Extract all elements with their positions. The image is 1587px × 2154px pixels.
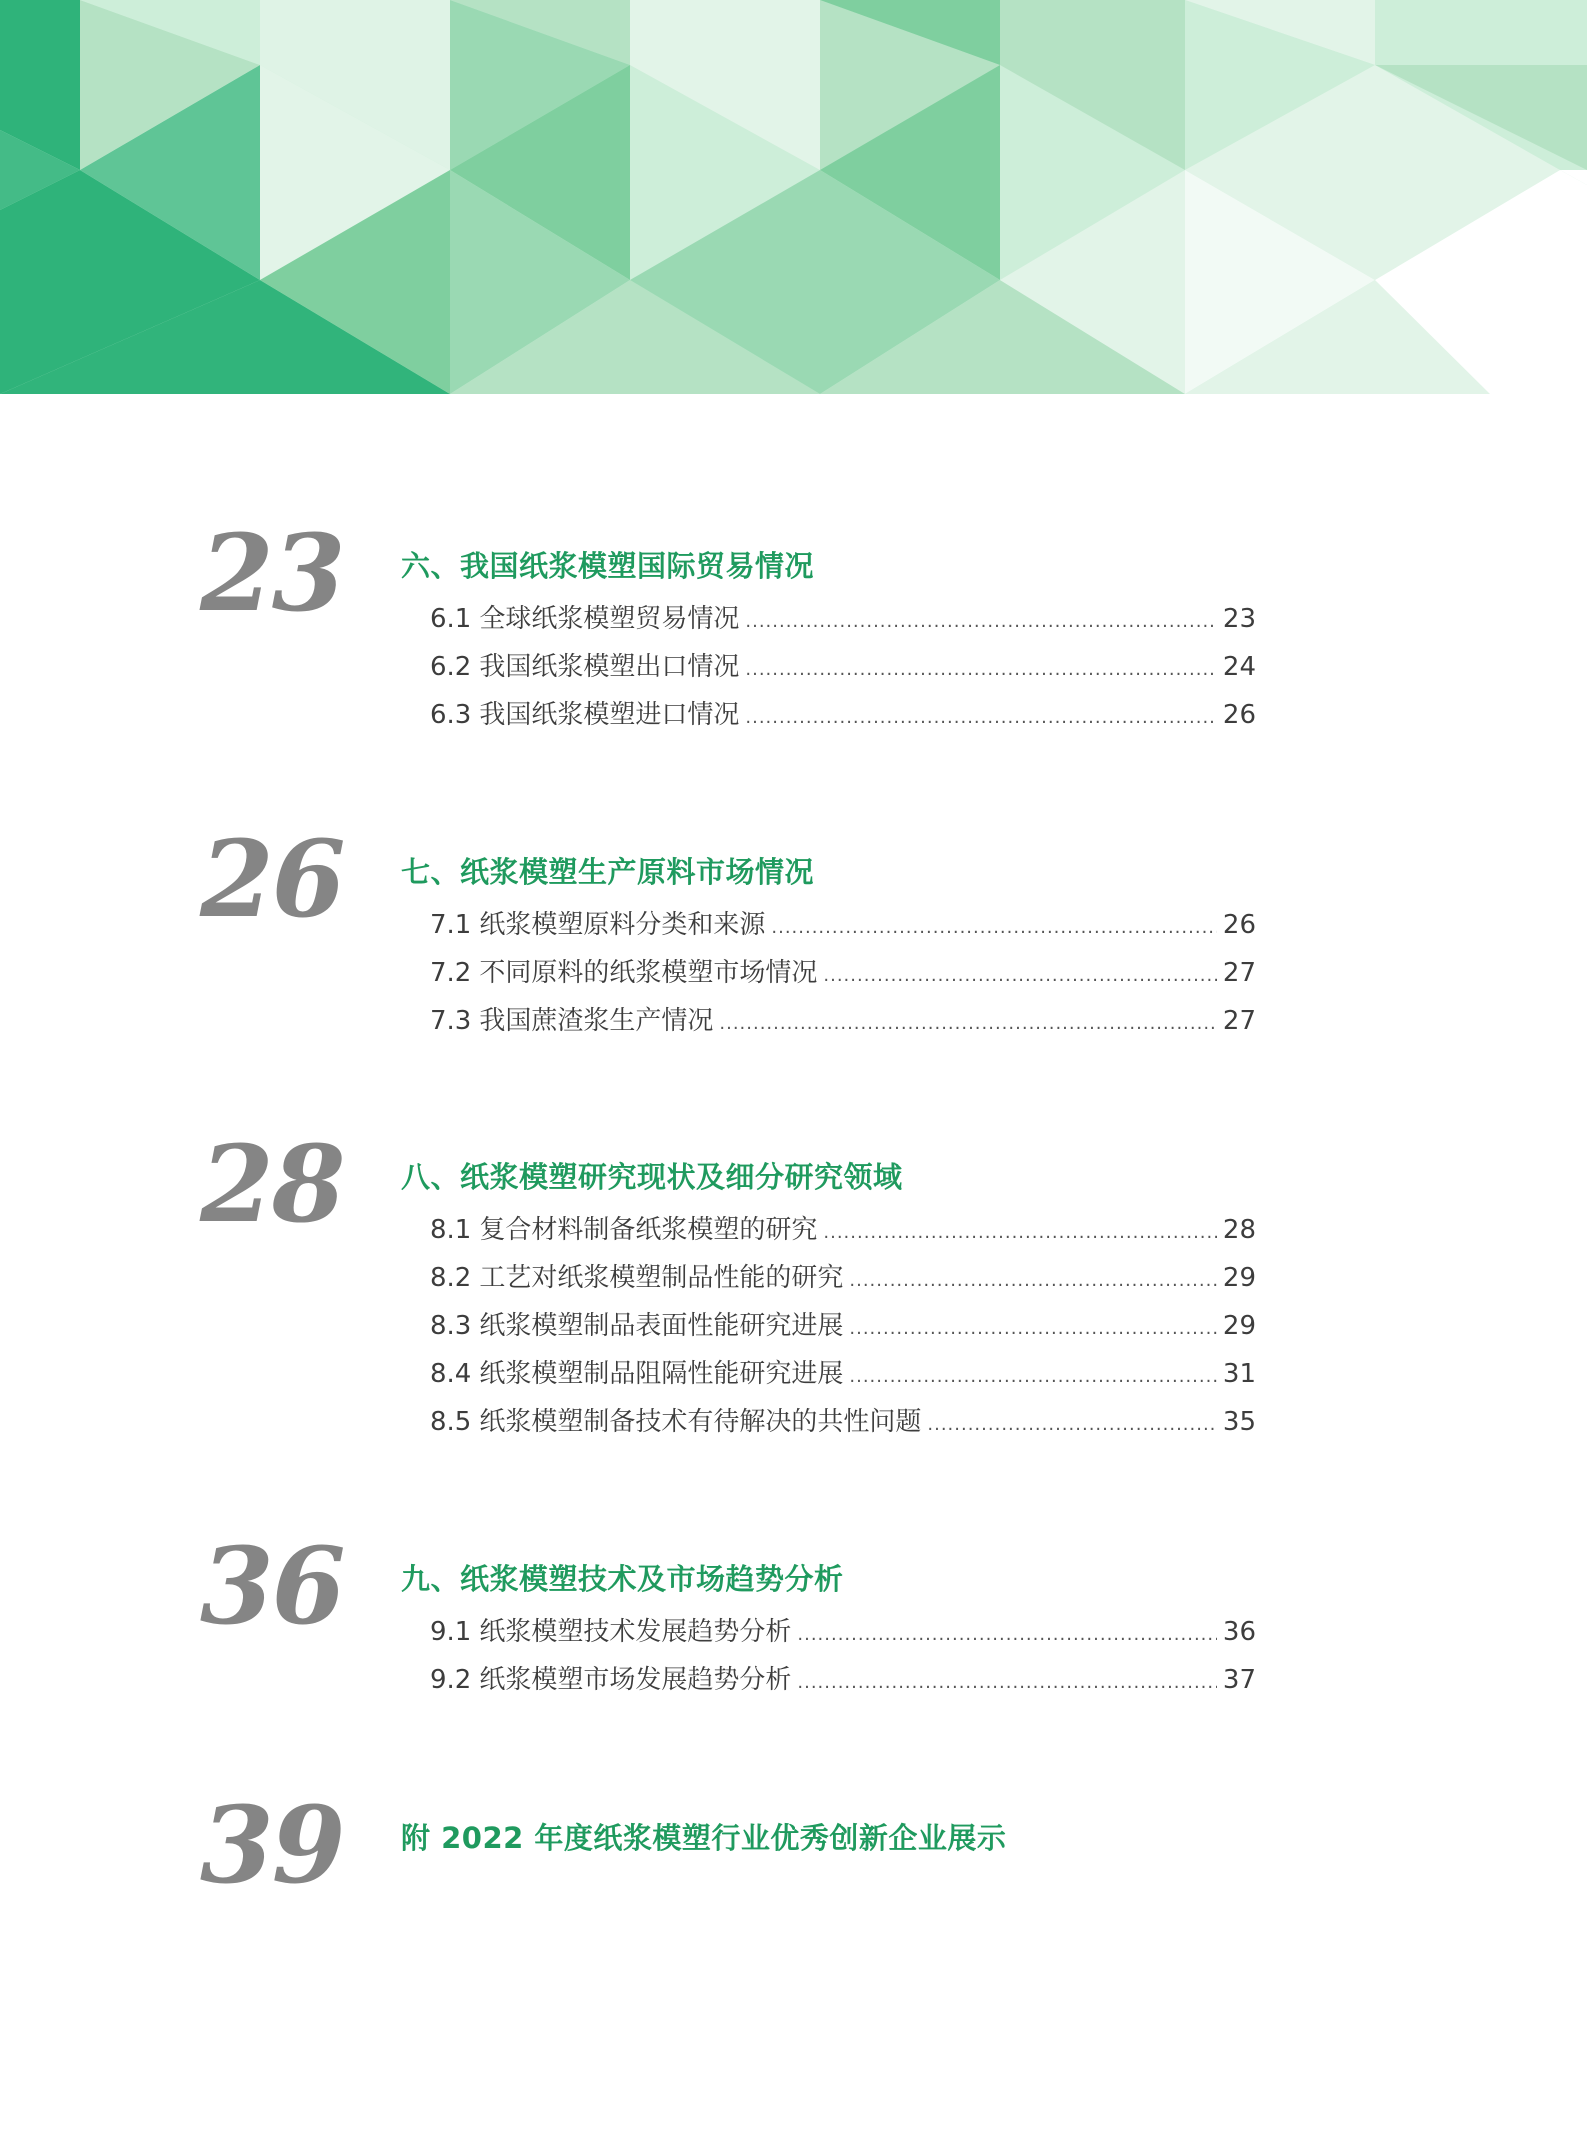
toc-entry-page: 27	[1222, 1006, 1256, 1036]
toc-entry-number: 6.3	[430, 700, 472, 730]
toc-entry-list	[430, 598, 1256, 742]
toc-entry[interactable]	[430, 1257, 1256, 1305]
toc-entry-number: 8.4	[430, 1359, 472, 1389]
toc-entry[interactable]	[430, 1305, 1256, 1353]
section-title[interactable]: 八、纸浆模塑研究现状及细分研究领域	[401, 1160, 903, 1194]
toc-entry[interactable]	[430, 1209, 1256, 1257]
toc-entry-page: 23	[1222, 604, 1256, 634]
toc-dot-leader	[771, 917, 1217, 938]
section-title[interactable]: 六、我国纸浆模塑国际贸易情况	[401, 549, 815, 583]
decorative-triangle-banner	[0, 0, 1587, 394]
toc-entry-page: 29	[1222, 1263, 1256, 1293]
toc-dot-leader	[823, 965, 1217, 986]
toc-entry-list	[430, 1611, 1256, 1707]
toc-entry-title: 我国纸浆模塑出口情况	[479, 652, 740, 682]
toc-entry-page: 37	[1222, 1665, 1256, 1695]
toc-entry[interactable]	[430, 952, 1256, 1000]
toc-dot-leader	[745, 659, 1217, 680]
toc-entry-title: 工艺对纸浆模塑制品性能的研究	[479, 1263, 844, 1293]
toc-entry-title: 复合材料制备纸浆模塑的研究	[479, 1215, 818, 1245]
toc-dot-leader	[823, 1222, 1217, 1243]
toc-dot-leader	[849, 1270, 1217, 1291]
toc-entry-number: 8.3	[430, 1311, 472, 1341]
section-page-number: 26	[200, 816, 344, 941]
toc-entry-number: 9.2	[430, 1665, 472, 1695]
toc-dot-leader	[797, 1672, 1217, 1693]
toc-entry[interactable]	[430, 1659, 1256, 1707]
toc-dot-leader	[745, 611, 1217, 632]
toc-entry-title: 纸浆模塑制备技术有待解决的共性问题	[479, 1407, 922, 1437]
section-title[interactable]: 九、纸浆模塑技术及市场趋势分析	[401, 1562, 844, 1596]
toc-dot-leader	[797, 1624, 1217, 1645]
toc-entry-number: 8.2	[430, 1263, 472, 1293]
toc-entry-title: 纸浆模塑制品表面性能研究进展	[479, 1311, 844, 1341]
toc-entry[interactable]	[430, 904, 1256, 952]
toc-dot-leader	[745, 707, 1217, 728]
toc-entry-page: 26	[1222, 910, 1256, 940]
toc-entry-list	[430, 904, 1256, 1048]
toc-entry-number: 7.1	[430, 910, 472, 940]
toc-dot-leader	[849, 1318, 1217, 1339]
toc-dot-leader	[719, 1013, 1217, 1034]
toc-entry-page: 35	[1222, 1407, 1256, 1437]
toc-entry-title: 纸浆模塑制品阻隔性能研究进展	[479, 1359, 844, 1389]
toc-entry-page: 28	[1222, 1215, 1256, 1245]
toc-entry-number: 7.3	[430, 1006, 472, 1036]
toc-entry-title: 纸浆模塑市场发展趋势分析	[479, 1665, 792, 1695]
toc-entry-title: 全球纸浆模塑贸易情况	[479, 604, 740, 634]
toc-entry-page: 24	[1222, 652, 1256, 682]
section-page-number: 39	[200, 1782, 344, 1907]
toc-entry-title: 我国蔗渣浆生产情况	[479, 1006, 714, 1036]
toc-entry-title: 纸浆模塑原料分类和来源	[479, 910, 766, 940]
toc-entry[interactable]	[430, 1000, 1256, 1048]
toc-entry[interactable]	[430, 598, 1256, 646]
toc-entry-list	[430, 1209, 1256, 1449]
toc-entry-number: 8.5	[430, 1407, 472, 1437]
toc-entry-number: 6.1	[430, 604, 472, 634]
toc-entry-number: 7.2	[430, 958, 472, 988]
toc-entry-number: 6.2	[430, 652, 472, 682]
toc-entry-page: 36	[1222, 1617, 1256, 1647]
toc-entry-title: 纸浆模塑技术发展趋势分析	[479, 1617, 792, 1647]
toc-dot-leader	[849, 1366, 1217, 1387]
toc-entry-number: 8.1	[430, 1215, 472, 1245]
toc-entry-page: 26	[1222, 700, 1256, 730]
toc-entry-page: 31	[1222, 1359, 1256, 1389]
section-page-number: 23	[200, 510, 344, 635]
toc-dot-leader	[927, 1414, 1217, 1435]
section-title[interactable]: 七、纸浆模塑生产原料市场情况	[401, 855, 815, 889]
section-page-number: 28	[200, 1121, 344, 1246]
toc-entry-page: 29	[1222, 1311, 1256, 1341]
toc-entry[interactable]	[430, 694, 1256, 742]
section-title[interactable]: 附 2022 年度纸浆模塑行业优秀创新企业展示	[401, 1821, 1007, 1855]
toc-entry[interactable]	[430, 1401, 1256, 1449]
toc-entry-title: 我国纸浆模塑进口情况	[479, 700, 740, 730]
toc-entry[interactable]	[430, 646, 1256, 694]
banner-triangle	[1375, 0, 1587, 65]
toc-entry[interactable]	[430, 1353, 1256, 1401]
toc-entry-number: 9.1	[430, 1617, 472, 1647]
toc-entry[interactable]	[430, 1611, 1256, 1659]
toc-entry-title: 不同原料的纸浆模塑市场情况	[479, 958, 818, 988]
section-page-number: 36	[200, 1523, 344, 1648]
toc-entry-page: 27	[1222, 958, 1256, 988]
